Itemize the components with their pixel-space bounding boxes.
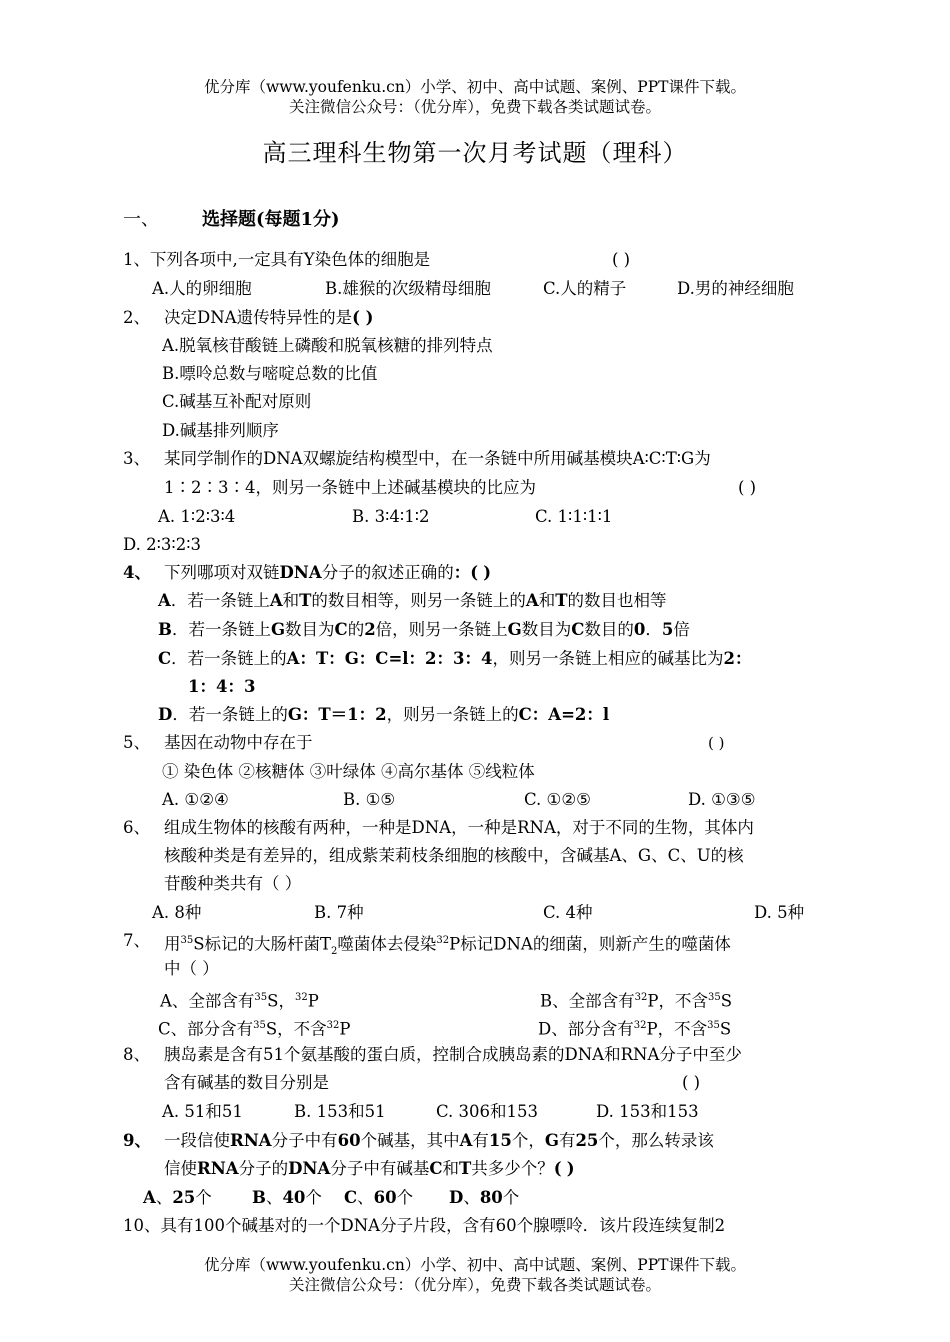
q1-option-a: A.人的卵细胞	[152, 279, 252, 298]
q3-option-b: B. 3∶4∶1∶2	[352, 507, 430, 526]
q1-option-b: B.雄猴的次级精母细胞	[325, 279, 491, 298]
q7-stem-mid2: 噬菌体去侵染	[337, 934, 437, 954]
q9-option-d: D、80个	[449, 1188, 520, 1207]
q6-number: 6、	[123, 818, 150, 837]
q6-stem: 组成生物体的核酸有两种，一种是DNA，一种是RNA，对于不同的生物，其体内	[164, 818, 754, 837]
q8-option-c: C. 306和153	[436, 1102, 539, 1121]
q1-option-c: C.人的精子	[543, 279, 627, 298]
page-title: 高三理科生物第一次月考试题（理科）	[262, 139, 688, 167]
q7-stem	[164, 930, 731, 963]
q4-number: 4、	[123, 563, 151, 582]
q1-option-d: D.男的神经细胞	[677, 279, 794, 298]
q3-option-c: C. 1∶1∶1∶1	[535, 507, 613, 526]
footer-line-2: 关注微信公众号：（优分库），免费下载各类试题试卷。	[288, 1276, 661, 1294]
section-label: 选择题(每题1分)	[202, 209, 340, 230]
q8-option-b: B. 153和51	[294, 1102, 386, 1121]
q8-stem-2: 含有碱基的数目分别是	[164, 1073, 329, 1092]
q6-option-a: A. 8种	[152, 903, 202, 922]
q4-option-d: D．若一条链上的G：T＝1：2，则另一条链上的C：A=2：l	[158, 705, 610, 724]
q7-sub-2: 2	[331, 945, 338, 957]
q4-option-a: A．若一条链上A和T的数目相等，则另一条链上的A和T的数目也相等	[158, 591, 667, 610]
q2-option-d: D.碱基排列顺序	[162, 421, 279, 440]
q8-option-a: A. 51和51	[162, 1102, 243, 1121]
q1-stem: 1、下列各项中,一定具有Y染色体的细胞是	[123, 250, 431, 269]
q2-option-b: B.嘌呤总数与嘧啶总数的比值	[162, 364, 378, 383]
q3-option-d: D. 2∶3∶2∶3	[123, 535, 202, 554]
q8-option-d: D. 153和153	[596, 1102, 699, 1121]
q3-option-a: A. 1∶2∶3∶4	[158, 507, 236, 526]
q3-paren: ( )	[738, 478, 757, 497]
q2-option-a: A.脱氧核苷酸链上磷酸和脱氧核糖的排列特点	[162, 336, 493, 355]
q9-option-b: B、40个	[252, 1188, 322, 1207]
q7-option-c: C、部分含有$^{35}$S，不含$^{32}$P	[158, 1019, 351, 1039]
q3-number: 3、	[123, 449, 150, 468]
q9-stem-2: 信使RNA分子的DNA分子中有碱基C和T共多少个？( )	[164, 1159, 575, 1178]
q5-number: 5、	[123, 733, 150, 752]
q6-option-d: D. 5种	[754, 903, 805, 922]
header-line-2: 关注微信公众号：（优分库），免费下载各类试题试卷。	[288, 98, 661, 116]
q2-paren: ( )	[352, 308, 374, 327]
section-heading	[123, 205, 340, 231]
q5-paren: ( )	[708, 734, 725, 752]
q10-stem: 10、具有100个碱基对的一个DNA分子片段，含有60个腺嘌呤．该片段连续复制2	[123, 1216, 726, 1235]
q4-option-c-cont: 1：4：3	[188, 677, 256, 696]
q1-paren: ( )	[612, 250, 631, 269]
q3-stem-2: 1∶2∶3∶4，则另一条链中上述碱基模块的比应为	[164, 478, 536, 497]
q7-stem-post: P标记DNA的细菌，则新产生的噬菌体	[449, 934, 731, 954]
q5-option-d: D. ①③⑤	[688, 790, 756, 809]
q2-number: 2、	[123, 308, 150, 327]
q5-option-c: C. ①②⑤	[524, 790, 591, 809]
q6-option-c: C. 4种	[543, 903, 593, 922]
q7-stem-mid: S标记的大肠杆菌T	[193, 934, 332, 954]
q7-sup-35s: 35	[180, 935, 194, 946]
q7-number: 7、	[123, 931, 150, 950]
q8-paren: ( )	[682, 1073, 701, 1092]
footer-line-1: 优分库（www.youfenku.cn）小学、初中、高中试题、案例、PPT课件下载。	[203, 1256, 747, 1274]
q4-stem: 下列哪项对双链DNA分子的叙述正确的：( )	[164, 563, 492, 582]
q7-stem-pre: 用	[164, 934, 181, 954]
q9-option-a: A、25个	[143, 1188, 212, 1207]
q8-number: 8、	[123, 1045, 150, 1064]
q9-stem: 一段信使RNA分子中有60个碱基，其中A有15个，G有25个，那么转录该	[164, 1131, 714, 1150]
q7-stem-2: 中（ ）	[164, 959, 219, 978]
section-number: 一、	[123, 209, 159, 230]
q7-option-d: D、部分含有$^{32}$P，不含$^{35}$S	[538, 1019, 732, 1039]
q2-stem-text: 决定DNA遗传特异性的是	[164, 308, 353, 327]
q4-option-c: C．若一条链上的A：T：G：C=l：2：3：4，则另一条链上相应的碱基比为2：	[158, 649, 752, 668]
q2-option-c: C.碱基互补配对原则	[162, 392, 312, 411]
q4-option-b: B．若一条链上G数目为C的2倍，则另一条链上G数目为C数目的0．5倍	[158, 620, 690, 639]
q9-option-c: C、60个	[344, 1188, 414, 1207]
q5-option-a: A. ①②④	[162, 790, 229, 809]
q7-option-a: A、全部含有$^{35}$S，$^{32}$P	[160, 991, 319, 1011]
q6-option-b: B. 7种	[314, 903, 364, 922]
q7-sup-32p: 32	[436, 935, 450, 946]
q5-items: ① 染色体 ②核糖体 ③叶绿体 ④高尔基体 ⑤线粒体	[162, 762, 535, 781]
q9-number: 9、	[123, 1131, 151, 1150]
header-line-1: 优分库（www.youfenku.cn）小学、初中、高中试题、案例、PPT课件下载。	[203, 78, 747, 96]
q3-stem: 某同学制作的DNA双螺旋结构模型中，在一条链中所用碱基模块A∶C∶T∶G为	[164, 449, 711, 468]
q8-stem: 胰岛素是含有51个氨基酸的蛋白质，控制合成胰岛素的DNA和RNA分子中至少	[164, 1045, 742, 1064]
q6-stem-3: 苷酸种类共有（ ）	[164, 874, 302, 893]
q7-option-b: B、全部含有$^{32}$P，不含$^{35}$S	[540, 991, 733, 1011]
q6-stem-2: 核酸种类是有差异的，组成紫茉莉枝条细胞的核酸中，含碱基A、G、C、U的核	[164, 846, 744, 865]
q2-stem	[164, 307, 373, 329]
q5-option-b: B. ①⑤	[343, 790, 396, 809]
q5-stem: 基因在动物中存在于	[164, 733, 313, 752]
